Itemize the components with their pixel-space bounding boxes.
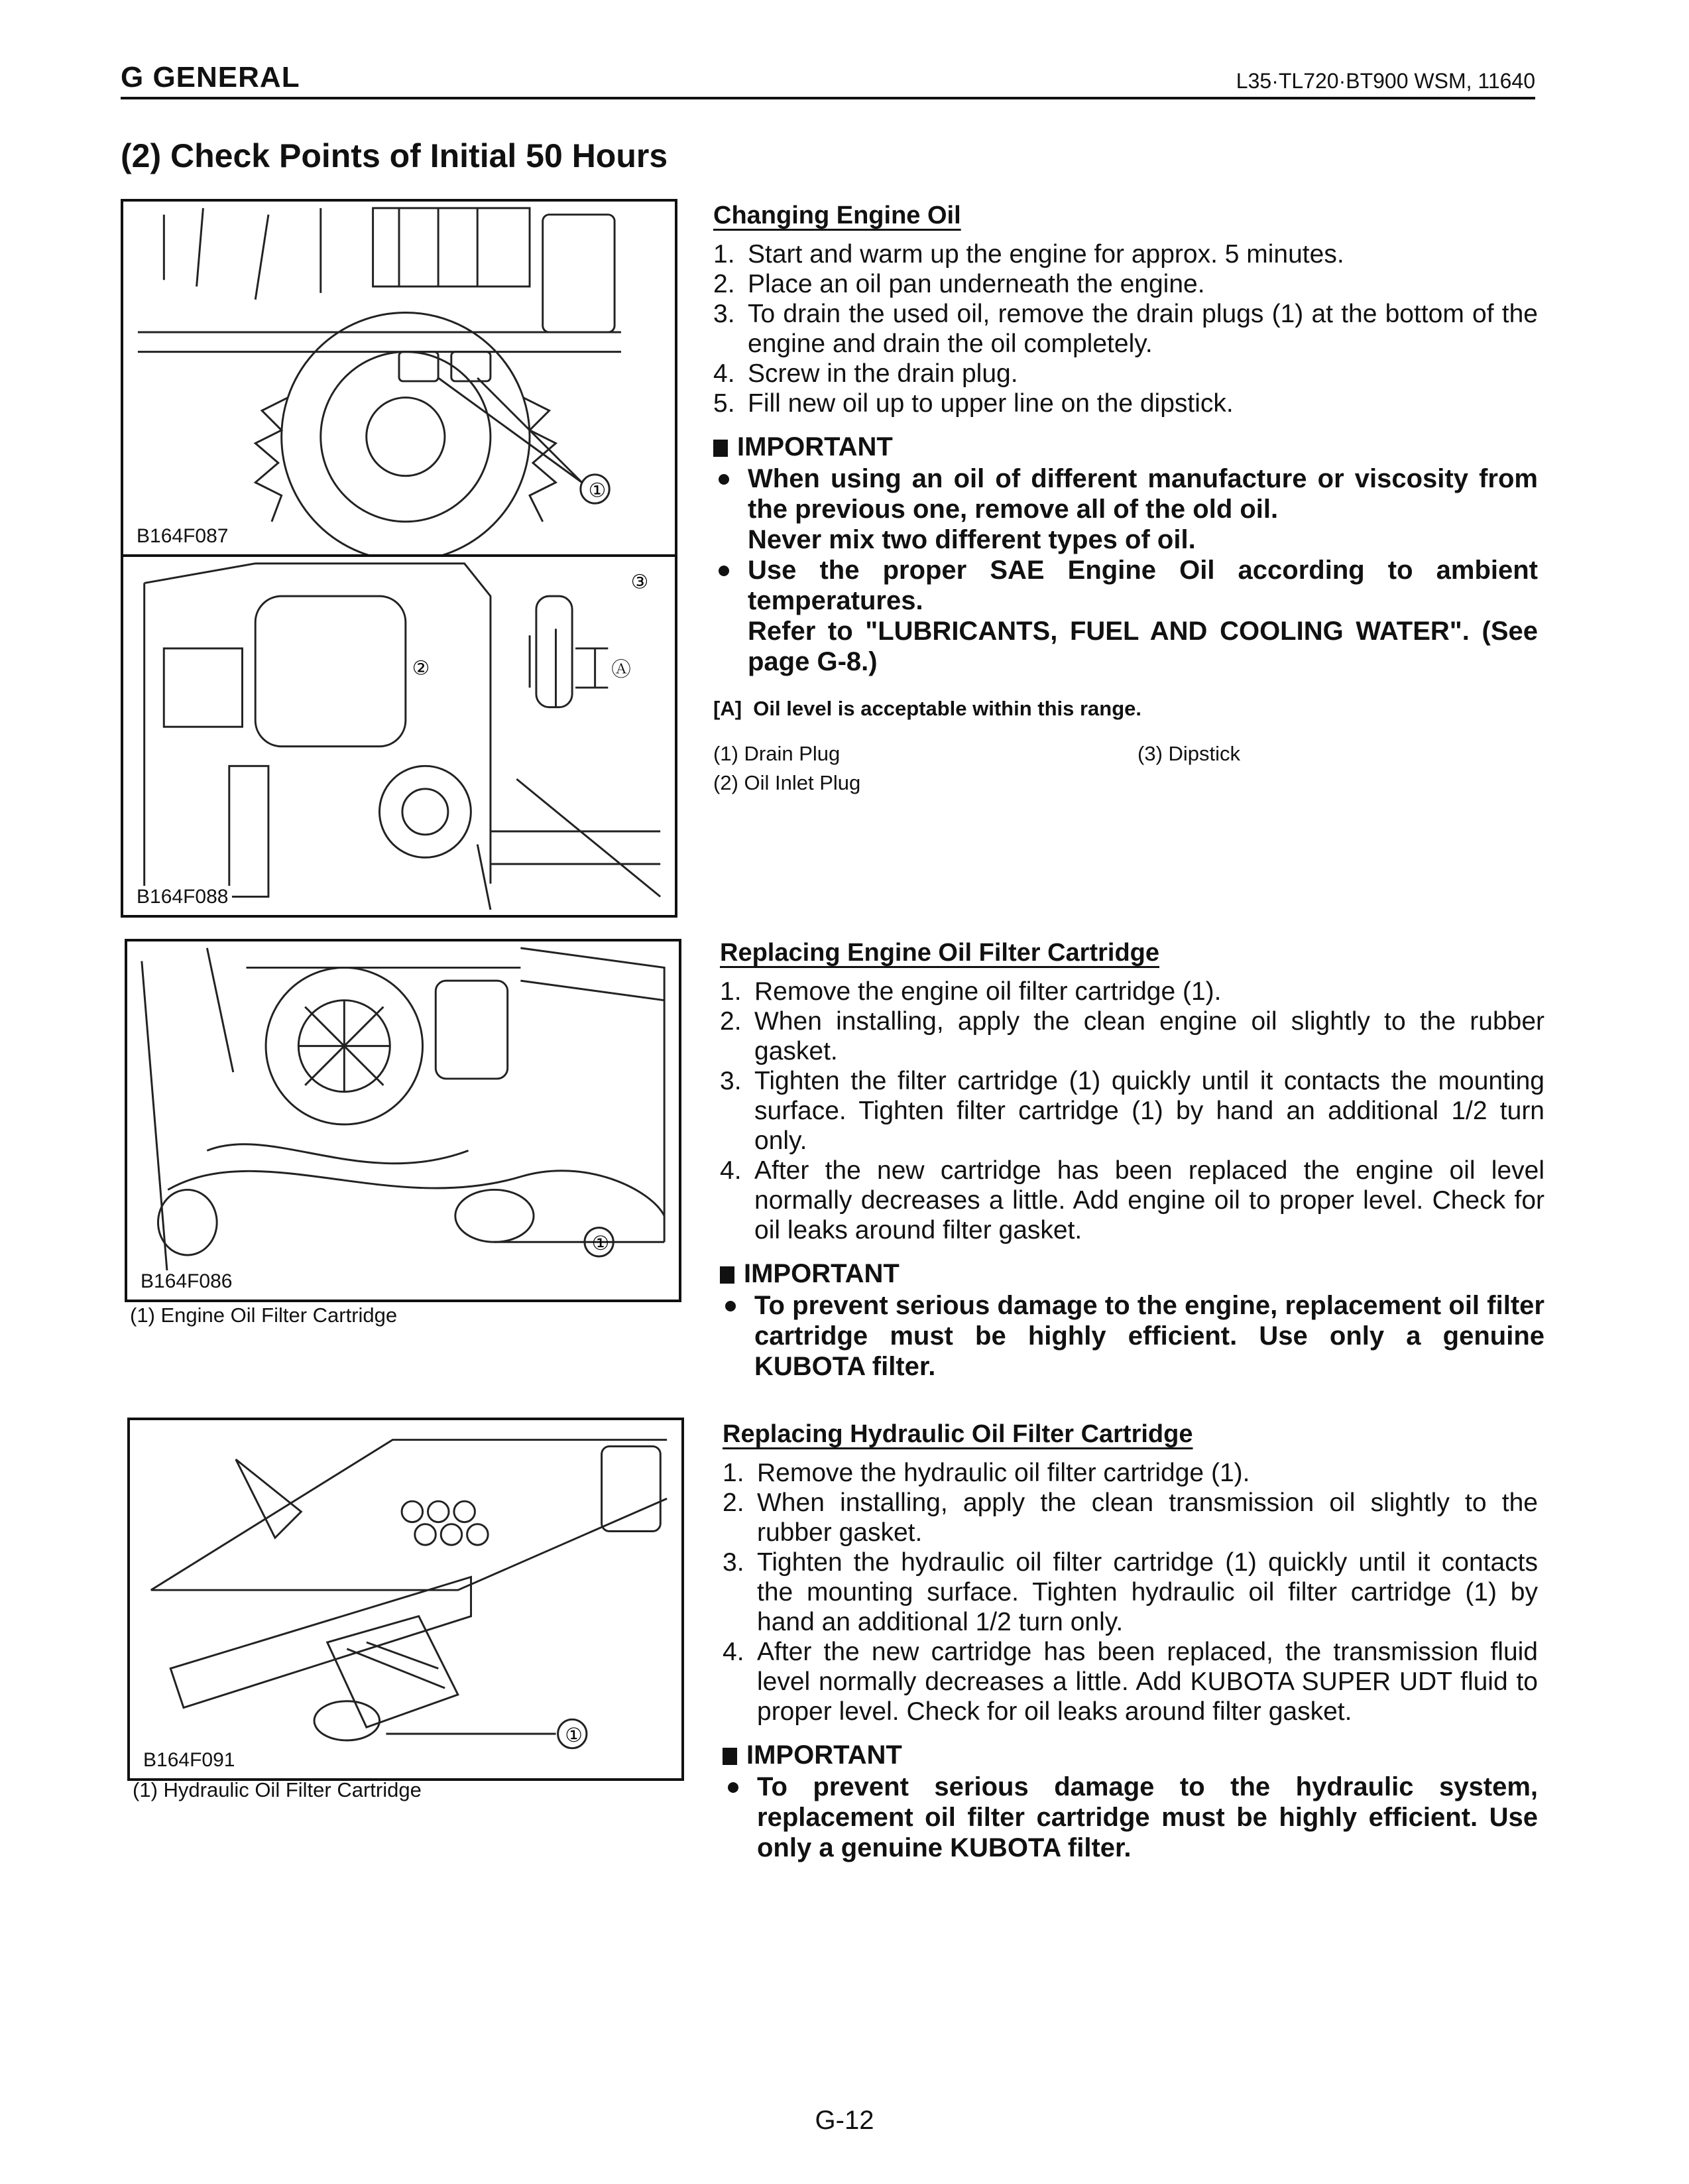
- important-item: When using an oil of different manufacture or viscosity from the previous one, remove all of the old oil. Never mix two different types of oil.: [713, 463, 1538, 555]
- list-item: 2. When installing, apply the clean transmission oil slightly to the rubber gasket.: [723, 1488, 1538, 1547]
- engine-filter-illustration: [127, 941, 679, 1300]
- important-list: [713, 463, 1538, 677]
- callout-1: ①: [565, 1723, 583, 1746]
- list-item: 1. Remove the hydraulic oil filter cartridge (1).: [723, 1459, 1250, 1487]
- list-item: 2. Place an oil pan underneath the engine.: [713, 270, 1205, 298]
- list-item: 3. To drain the used oil, remove the drain plugs (1) at the bottom of the engine and drain the oil completely.: [713, 300, 1538, 358]
- callout-2: ②: [412, 656, 430, 680]
- important-heading: IMPORTANT: [723, 1738, 1538, 1772]
- figure-drain-plugs: [121, 199, 677, 557]
- hydraulic-filter-illustration: [130, 1420, 681, 1778]
- bullet-icon: [719, 566, 729, 576]
- header-rule: [121, 97, 1535, 99]
- list-item: 4. After the new cartridge has been replaced the engine oil level normally decreases a little. Add engine oil to proper level. Check for oil leaks around filter gasket.: [720, 1156, 1544, 1244]
- steps-list: [713, 239, 1538, 418]
- legend-item: (3) Dipstick: [1137, 742, 1241, 765]
- figure-hydraulic-oil-filter: [127, 1418, 684, 1781]
- bullet-icon: [719, 474, 729, 485]
- figure-legend: [713, 739, 1538, 798]
- list-item: 4. Screw in the drain plug.: [713, 359, 1018, 388]
- list-item: 1. Remove the engine oil filter cartridge (1).: [720, 977, 1222, 1006]
- range-note: [A] Oil level is acceptable within this range.: [713, 697, 1142, 720]
- important-list: [723, 1772, 1538, 1863]
- important-item: To prevent serious damage to the engine, replacement oil filter cartridge must be highly efficient. Use only a genuine KUBOTA filter.: [720, 1290, 1544, 1382]
- section-header: G GENERAL: [121, 61, 300, 93]
- list-item: 4. After the new cartridge has been replaced, the transmission fluid level normally decreases a little. Add KUBOTA SUPER UDT fluid to proper level. Check for oil leaks around filter gasket.: [723, 1638, 1538, 1726]
- drain-plug-illustration: [123, 202, 675, 554]
- callout-3: ③: [630, 570, 649, 593]
- important-item: Use the proper SAE Engine Oil according to ambient temperatures. Refer to "LUBRICANTS, FUEL AND COOLING WATER". (See page G-8.): [713, 555, 1538, 677]
- bullet-icon: [728, 1782, 738, 1793]
- page-number: G-12: [815, 2106, 874, 2135]
- figure-code: B164F091: [139, 1749, 239, 1772]
- figure-code: B164F088: [133, 886, 232, 908]
- steps-list: [720, 977, 1544, 1245]
- page-title: (2) Check Points of Initial 50 Hours: [121, 137, 668, 174]
- section-engine-oil-filter: [720, 939, 1544, 1382]
- steps-list: [723, 1458, 1538, 1727]
- bullet-icon: [725, 1301, 736, 1311]
- callout-a: Ⓐ: [611, 658, 631, 681]
- list-item: 2. When installing, apply the clean engine oil slightly to the rubber gasket.: [720, 1007, 1544, 1065]
- legend-item: (1) Drain Plug: [713, 742, 841, 765]
- figure-dipstick: [121, 554, 677, 918]
- figure-code: B164F087: [133, 525, 232, 548]
- list-item: 3. Tighten the hydraulic oil filter cartridge (1) quickly until it contacts the mounting surface. Tighten hydraulic oil filter cartridge (1) by hand an additional 1/2 turn only.: [723, 1548, 1538, 1636]
- important-heading: IMPORTANT: [720, 1257, 1544, 1290]
- important-item: To prevent serious damage to the hydraulic system, replacement oil filter cartridge must be highly efficient. Use only a genuine KUBOTA filter.: [723, 1772, 1538, 1863]
- callout-1: ①: [588, 479, 607, 502]
- subsection-heading: Replacing Engine Oil Filter Cartridge: [720, 939, 1159, 967]
- list-item: 3. Tighten the filter cartridge (1) quickly until it contacts the mounting surface. Tighten filter cartridge (1) by hand an additional 1/2 turn only.: [720, 1067, 1544, 1155]
- important-list: [720, 1290, 1544, 1382]
- figure-code: B164F086: [137, 1270, 236, 1293]
- legend-item: (2) Oil Inlet Plug: [713, 771, 861, 794]
- list-item: 1. Start and warm up the engine for approx. 5 minutes.: [713, 240, 1344, 269]
- square-bullet-icon: [713, 440, 728, 457]
- callout-1: ①: [591, 1232, 610, 1255]
- square-bullet-icon: [723, 1748, 737, 1765]
- figure-caption: (1) Hydraulic Oil Filter Cartridge: [133, 1778, 422, 1801]
- document-id: L35·TL720·BT900 WSM, 11640: [1236, 69, 1535, 93]
- section-hydraulic-oil-filter: [723, 1420, 1538, 1863]
- dipstick-illustration: [123, 557, 675, 915]
- figure-caption: (1) Engine Oil Filter Cartridge: [130, 1304, 398, 1327]
- subsection-heading: Changing Engine Oil: [713, 202, 961, 229]
- figure-engine-oil-filter: [125, 939, 681, 1302]
- square-bullet-icon: [720, 1266, 734, 1284]
- subsection-heading: Replacing Hydraulic Oil Filter Cartridge: [723, 1420, 1193, 1448]
- section-changing-engine-oil: [713, 202, 1538, 798]
- important-heading: IMPORTANT: [713, 430, 1538, 463]
- list-item: 5. Fill new oil up to upper line on the dipstick.: [713, 389, 1234, 418]
